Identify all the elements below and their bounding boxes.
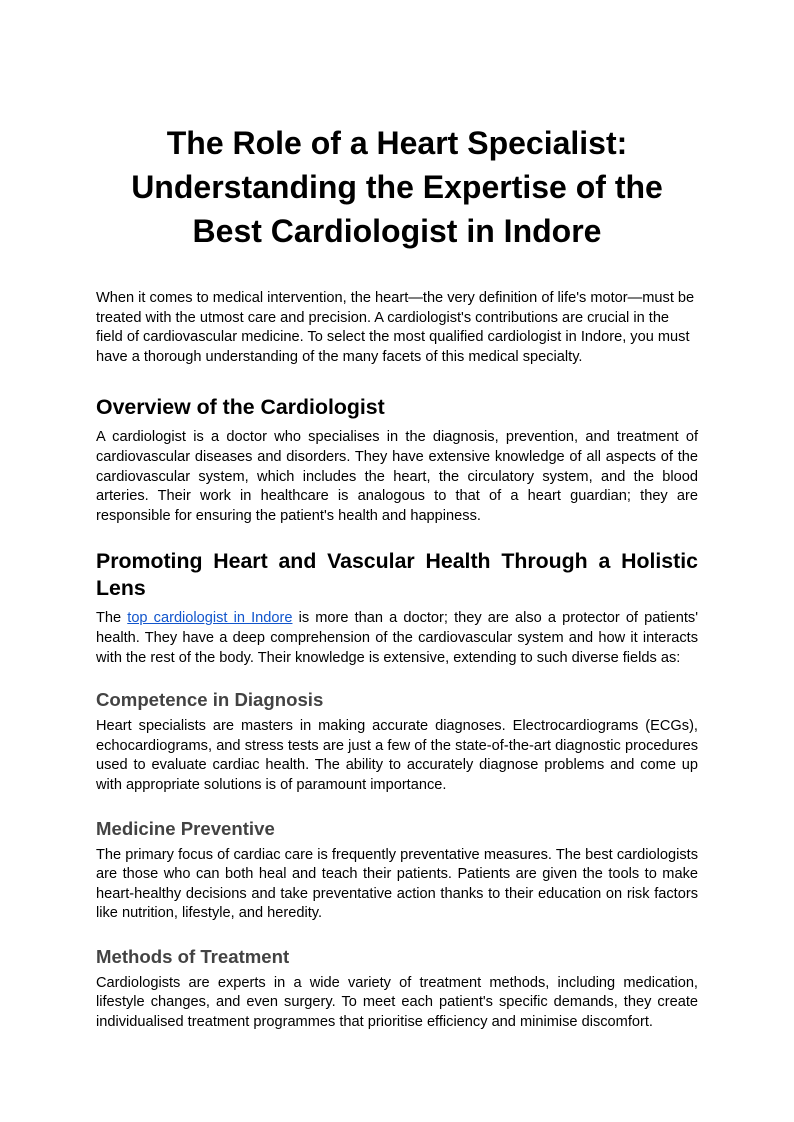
preventive-heading: Medicine Preventive [96,817,275,839]
overview-heading: Overview of the Cardiologist [96,395,385,420]
document-page [96,118,698,1033]
overview-paragraph: A cardiologist is a doctor who specialises in the diagnosis, prevention, and treatment of cardiovascular diseases and disorders. They have extensive knowledge of all aspects of the cardiovascular system, which includes the heart, the circulatory system, and the blood arteries. Their work in healthcare is analogous to that of a heart guardian; they are responsible for ensuring the patient's health and happiness. [96,429,698,524]
title-line-3: Best Cardiologist in Indore [192,213,602,249]
document-title [96,118,698,253]
holistic-heading: Promoting Heart and Vascular Health Through a Holistic Lens [96,549,698,601]
intro-paragraph: When it comes to medical intervention, the heart—the very definition of life's motor—must be treated with the utmost care and precision. A cardiologist's contributions are crucial in the field of cardiovascular medicine. To select the most qualified cardiologist in Indore, you must have a thorough understanding of the many facets of this medical specialty. [96,290,695,365]
preventive-paragraph: The primary focus of cardiac care is frequently preventative measures. The best cardiologists are those who can both heal and teach their patients. Patients are given the tools to make heart-healthy decisions and take preventative action thanks to their education on risk factors like nutrition, lifestyle, and heredity. [96,846,698,922]
holistic-paragraph [96,609,698,668]
title-line-1: The Role of a Heart Specialist: [166,125,628,161]
holistic-text-start: The [96,610,128,627]
diagnosis-paragraph: Heart specialists are masters in making accurate diagnoses. Electrocardiograms (ECGs), echocardiograms, and stress tests are just a few of the state-of-the-art diagnostic procedures used to evaluate cardiac health. The ability to accurately diagnose problems and come up with appropriate solutions is of paramount importance. [96,718,698,793]
treatment-paragraph: Cardiologists are experts in a wide variety of treatment methods, including medication, lifestyle changes, and even surgery. To meet each patient's specific demands, they create individualised treatment programmes that prioritise efficiency and minimise discomfort. [96,974,698,1031]
title-line-2: Understanding the Expertise of the [131,169,663,205]
holistic-text-end: is more than a doctor; they are also a protector of patients' health. They have a deep comprehension of the cardiovascular system and how it interacts with the rest of the body. Their knowledge is extensive, extending to such diverse fields as: [96,610,699,666]
diagnosis-heading: Competence in Diagnosis [96,689,324,711]
treatment-heading: Methods of Treatment [96,945,290,967]
top-cardiologist-link[interactable]: top cardiologist in Indore [127,610,293,627]
